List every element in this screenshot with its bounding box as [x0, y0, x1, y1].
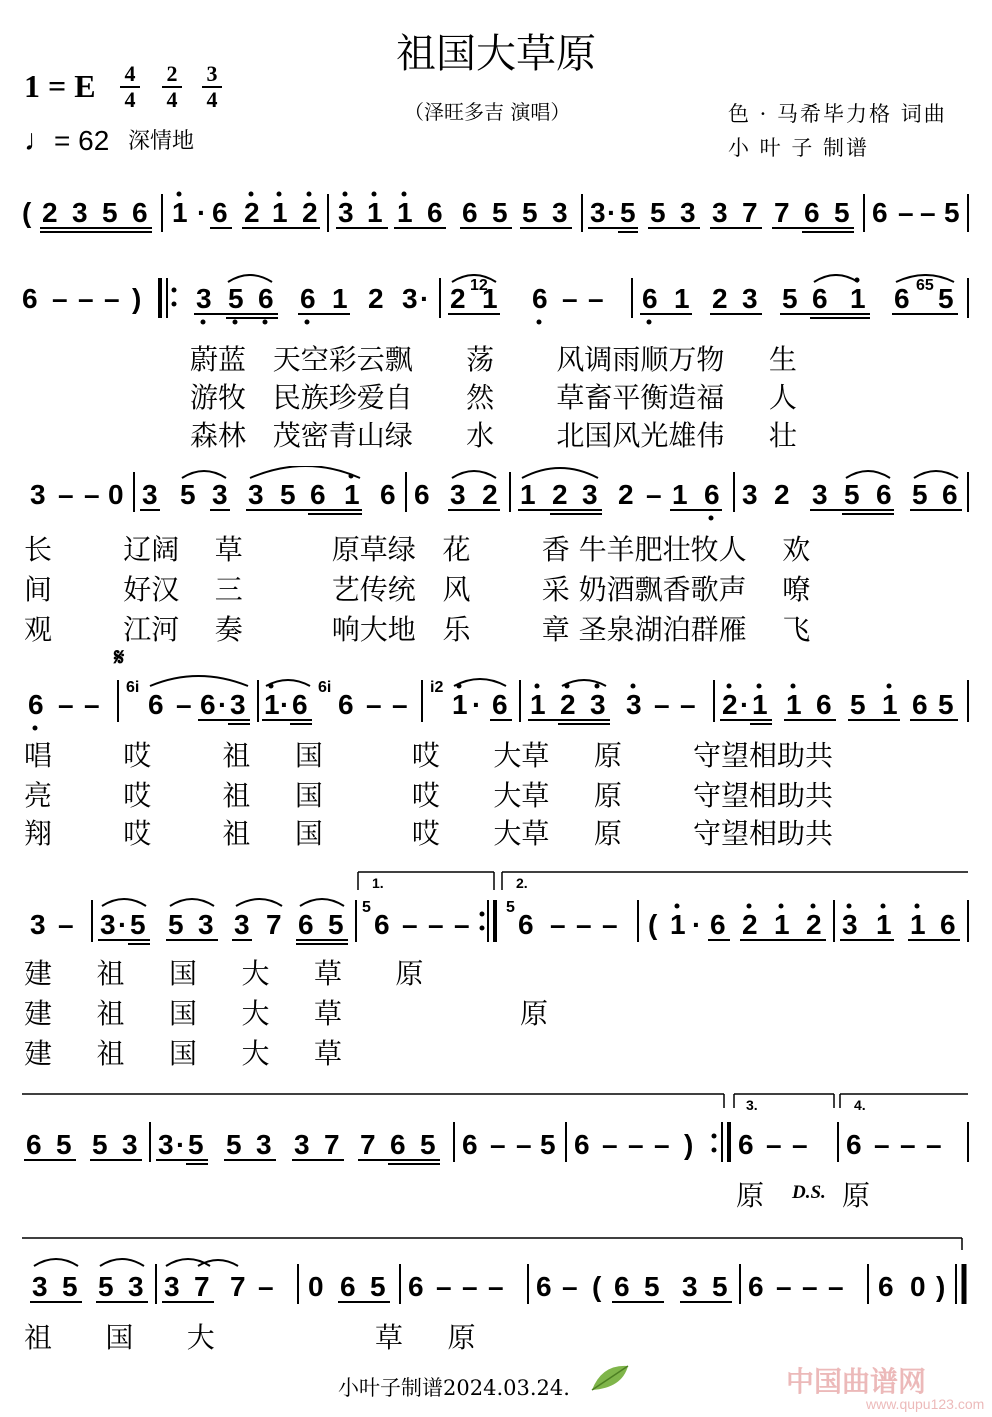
- svg-text:5: 5: [850, 689, 866, 720]
- svg-text:3: 3: [248, 479, 264, 510]
- svg-text:5: 5: [98, 1271, 114, 1302]
- svg-text:1: 1: [264, 689, 280, 720]
- svg-text:3: 3: [338, 197, 354, 228]
- svg-text:–: –: [258, 1271, 274, 1302]
- svg-text:6: 6: [940, 909, 956, 940]
- svg-text:6: 6: [942, 479, 958, 510]
- svg-text:–: –: [402, 909, 418, 940]
- svg-text:1: 1: [452, 689, 468, 720]
- svg-text:·: ·: [176, 1129, 186, 1160]
- transcriber: 小 叶 子 制谱: [728, 136, 870, 160]
- svg-text:·: ·: [218, 689, 228, 720]
- svg-text:–: –: [654, 689, 670, 720]
- lyrics-final: 祖 国 大 草 原: [24, 1321, 476, 1354]
- svg-text:1: 1: [172, 197, 188, 228]
- svg-text:–: –: [52, 283, 68, 314]
- lyrics-verse3-b: 观 江河 奏 响大地 乐 章 圣泉湖泊群雁 飞: [24, 613, 811, 646]
- svg-text:5: 5: [168, 909, 184, 940]
- svg-text:3: 3: [402, 283, 418, 314]
- svg-text:5: 5: [944, 197, 960, 228]
- svg-text:·: ·: [118, 909, 128, 940]
- svg-text:5: 5: [506, 899, 515, 916]
- svg-text:1: 1: [774, 909, 790, 940]
- svg-text:–: –: [602, 909, 618, 940]
- svg-text:5: 5: [280, 479, 296, 510]
- lyrics-ending-3: 原: [736, 1179, 765, 1212]
- svg-text:3: 3: [30, 479, 46, 510]
- svg-text:6: 6: [298, 909, 314, 940]
- svg-text:–: –: [802, 1271, 818, 1302]
- svg-text:6i: 6i: [318, 679, 332, 696]
- svg-text:–: –: [78, 283, 94, 314]
- svg-text:6: 6: [462, 1129, 478, 1160]
- leaf-icon: [588, 1360, 632, 1394]
- svg-text:6: 6: [200, 689, 216, 720]
- svg-text:–: –: [920, 197, 936, 228]
- svg-text:5: 5: [844, 479, 860, 510]
- svg-text:5: 5: [102, 197, 118, 228]
- svg-text:3: 3: [230, 689, 246, 720]
- segno-icon: 𝄋: [114, 644, 125, 671]
- svg-text:6: 6: [462, 197, 478, 228]
- svg-text:6: 6: [212, 197, 228, 228]
- svg-text:5: 5: [782, 283, 798, 314]
- svg-text:1: 1: [520, 479, 536, 510]
- svg-text:(: (: [22, 197, 32, 228]
- svg-text:5: 5: [712, 1271, 728, 1302]
- svg-text:6: 6: [912, 689, 928, 720]
- lyricist-composer: 色 · 马希毕力格 词曲: [728, 102, 947, 126]
- svg-text:5: 5: [938, 689, 954, 720]
- svg-text:3: 3: [742, 283, 758, 314]
- page-title: 祖国大草原: [396, 31, 596, 77]
- staff-line-1: [22, 190, 972, 240]
- time-sig-2-4: 2 4: [160, 62, 184, 112]
- svg-text:–: –: [392, 689, 408, 720]
- svg-text:3: 3: [158, 1129, 174, 1160]
- tempo-marking: ♩= 62: [24, 124, 110, 157]
- svg-text:): ): [936, 1271, 946, 1302]
- svg-text:–: –: [58, 909, 74, 940]
- svg-text:6: 6: [22, 283, 38, 314]
- lyrics-verse1-d: 建 祖 国 大 草 原: [24, 957, 424, 990]
- svg-text:3: 3: [742, 479, 758, 510]
- svg-text:5: 5: [180, 479, 196, 510]
- svg-text:–: –: [654, 1129, 670, 1160]
- lyrics-verse3-c: 翔 哎 祖 国 哎 大草 原 守望相助共: [24, 817, 834, 850]
- svg-text:6i: 6i: [126, 679, 140, 696]
- staff-line-4: [22, 672, 972, 732]
- svg-text:2: 2: [774, 479, 790, 510]
- svg-text:–: –: [104, 283, 120, 314]
- svg-text:5: 5: [362, 899, 371, 916]
- svg-text:0: 0: [308, 1271, 324, 1302]
- svg-text:1: 1: [672, 479, 688, 510]
- svg-text:–: –: [366, 689, 382, 720]
- svg-text:1: 1: [910, 909, 926, 940]
- svg-text:3: 3: [680, 197, 696, 228]
- svg-text:1: 1: [482, 283, 498, 314]
- svg-text:·: ·: [197, 197, 207, 228]
- svg-text:–: –: [550, 909, 566, 940]
- svg-text:5: 5: [62, 1271, 78, 1302]
- watermark-logo: 中国曲谱网: [786, 1366, 927, 1397]
- svg-text:6: 6: [408, 1271, 424, 1302]
- svg-text:3: 3: [30, 909, 46, 940]
- svg-text:6: 6: [574, 1129, 590, 1160]
- svg-text:2: 2: [722, 689, 738, 720]
- svg-text:3: 3: [590, 197, 606, 228]
- svg-text:1: 1: [367, 197, 383, 228]
- svg-text:3: 3: [122, 1129, 138, 1160]
- svg-text:12: 12: [470, 277, 488, 294]
- svg-text:6: 6: [414, 479, 430, 510]
- svg-text:3: 3: [626, 689, 642, 720]
- svg-text:6: 6: [804, 197, 820, 228]
- svg-text:3: 3: [582, 479, 598, 510]
- svg-text:5: 5: [522, 197, 538, 228]
- svg-text:3: 3: [552, 197, 568, 228]
- svg-text:7: 7: [742, 197, 758, 228]
- svg-text:7: 7: [360, 1129, 376, 1160]
- svg-text:6: 6: [710, 909, 726, 940]
- lyrics-verse3-d: 建 祖 国 大 草: [24, 1037, 343, 1070]
- svg-text:1: 1: [670, 909, 686, 940]
- svg-text:3: 3: [450, 479, 466, 510]
- svg-text:3: 3: [128, 1271, 144, 1302]
- svg-text:6: 6: [704, 479, 720, 510]
- svg-text:3: 3: [100, 909, 116, 940]
- svg-text:–: –: [462, 1271, 478, 1302]
- ending-4: 4.: [854, 1097, 866, 1113]
- svg-text:1: 1: [530, 689, 546, 720]
- svg-text:6: 6: [300, 283, 316, 314]
- lyrics-verse3-a: 森林 茂密青山绿 水 北国风光雄伟 壮: [190, 419, 797, 452]
- svg-text:7: 7: [774, 197, 790, 228]
- svg-text:5: 5: [650, 197, 666, 228]
- svg-text:6: 6: [876, 479, 892, 510]
- svg-text:1: 1: [850, 283, 866, 314]
- svg-text:–: –: [776, 1271, 792, 1302]
- svg-text:–: –: [646, 479, 662, 510]
- svg-text:(: (: [648, 909, 658, 940]
- lyrics-verse1-c: 唱 哎 祖 国 哎 大草 原 守望相助共: [24, 739, 834, 772]
- svg-text:–: –: [562, 283, 578, 314]
- svg-text:–: –: [900, 1129, 916, 1160]
- svg-text:–: –: [84, 479, 100, 510]
- svg-text:3: 3: [812, 479, 828, 510]
- svg-text:5: 5: [370, 1271, 386, 1302]
- staff-line-3: [22, 466, 972, 526]
- watermark-url: www.qupu123.com: [866, 1396, 985, 1412]
- svg-text:5: 5: [226, 1129, 242, 1160]
- svg-text:1: 1: [272, 197, 288, 228]
- svg-text:7: 7: [266, 909, 282, 940]
- svg-text:5: 5: [492, 197, 508, 228]
- svg-text:2: 2: [244, 197, 260, 228]
- lyrics-verse2-c: 亮 哎 祖 国 哎 大草 原 守望相助共: [24, 779, 834, 812]
- svg-text:·: ·: [692, 909, 702, 940]
- svg-text:6: 6: [132, 197, 148, 228]
- svg-text:3: 3: [590, 689, 606, 720]
- svg-text:·: ·: [607, 197, 617, 228]
- svg-text:6: 6: [738, 1129, 754, 1160]
- svg-text:6: 6: [812, 283, 828, 314]
- svg-text:3: 3: [142, 479, 158, 510]
- svg-text:–: –: [828, 1271, 844, 1302]
- svg-text:5: 5: [420, 1129, 436, 1160]
- svg-text:6: 6: [872, 197, 888, 228]
- svg-text:6: 6: [380, 479, 396, 510]
- svg-text:7: 7: [324, 1129, 340, 1160]
- svg-text:7: 7: [230, 1271, 246, 1302]
- svg-text:3: 3: [72, 197, 88, 228]
- svg-text:3: 3: [712, 197, 728, 228]
- svg-text:3: 3: [212, 479, 228, 510]
- svg-text:–: –: [490, 1129, 506, 1160]
- lyrics-verse1-a: 蔚蓝 天空彩云飘 荡 风调雨顺万物 生: [190, 343, 797, 376]
- svg-text:·: ·: [280, 689, 290, 720]
- svg-text:1: 1: [876, 909, 892, 940]
- svg-text:3: 3: [842, 909, 858, 940]
- quarter-note-icon: ♩: [24, 124, 54, 157]
- svg-text:–: –: [58, 689, 74, 720]
- svg-text:–: –: [926, 1129, 942, 1160]
- svg-text:6: 6: [518, 909, 534, 940]
- svg-text:5: 5: [540, 1129, 556, 1160]
- staff-line-2: [22, 274, 972, 334]
- svg-text:6: 6: [258, 283, 274, 314]
- svg-text:–: –: [680, 689, 696, 720]
- svg-text:6: 6: [846, 1129, 862, 1160]
- svg-text:–: –: [84, 689, 100, 720]
- svg-text:3: 3: [294, 1129, 310, 1160]
- svg-text:2: 2: [450, 283, 466, 314]
- svg-text:·: ·: [472, 689, 482, 720]
- svg-text:5: 5: [228, 283, 244, 314]
- staff-line-5: [22, 864, 972, 954]
- svg-text:5: 5: [834, 197, 850, 228]
- svg-text:6: 6: [532, 283, 548, 314]
- ending-3: 3.: [746, 1097, 758, 1113]
- svg-text:·: ·: [740, 689, 750, 720]
- svg-text:2: 2: [806, 909, 822, 940]
- svg-text:6: 6: [292, 689, 308, 720]
- expression-mark: 深情地: [128, 129, 195, 154]
- ending-1: 1.: [372, 875, 384, 891]
- svg-text:1: 1: [674, 283, 690, 314]
- svg-text:3: 3: [234, 909, 250, 940]
- svg-text:5: 5: [620, 197, 636, 228]
- svg-text:6: 6: [28, 689, 44, 720]
- svg-text:6: 6: [340, 1271, 356, 1302]
- svg-text:–: –: [766, 1129, 782, 1160]
- svg-text:6: 6: [374, 909, 390, 940]
- svg-text:): ): [132, 283, 142, 314]
- svg-text:6: 6: [492, 689, 508, 720]
- performer: （泽旺多吉 演唱）: [404, 100, 571, 124]
- svg-text:6: 6: [390, 1129, 406, 1160]
- svg-text:5: 5: [644, 1271, 660, 1302]
- svg-text:–: –: [874, 1129, 890, 1160]
- staff-line-7: [22, 1230, 972, 1310]
- svg-text:1: 1: [332, 283, 348, 314]
- svg-text:1: 1: [752, 689, 768, 720]
- key-signature: 1 = E: [24, 68, 96, 104]
- svg-text:–: –: [576, 909, 592, 940]
- svg-text:6: 6: [536, 1271, 552, 1302]
- svg-text:5: 5: [56, 1129, 72, 1160]
- svg-text:2: 2: [42, 197, 58, 228]
- svg-text:2: 2: [368, 283, 384, 314]
- lyrics-verse1-b: 长 辽阔 草 原草绿 花 香 牛羊肥壮牧人 欢: [24, 533, 811, 566]
- svg-text:3: 3: [256, 1129, 272, 1160]
- svg-text:(: (: [592, 1271, 602, 1302]
- svg-text:3: 3: [198, 909, 214, 940]
- svg-text:·: ·: [420, 283, 430, 314]
- svg-text:5: 5: [912, 479, 928, 510]
- ending-2: 2.: [516, 875, 528, 891]
- svg-text:3: 3: [682, 1271, 698, 1302]
- svg-text:–: –: [628, 1129, 644, 1160]
- svg-text:i2: i2: [430, 679, 444, 696]
- svg-text:–: –: [588, 283, 604, 314]
- lyrics-verse2-b: 间 好汉 三 艺传统 风 采 奶酒飘香歌声 嘹: [24, 573, 811, 606]
- svg-text:5: 5: [130, 909, 146, 940]
- svg-text:6: 6: [878, 1271, 894, 1302]
- svg-text:2: 2: [560, 689, 576, 720]
- svg-text:6: 6: [338, 689, 354, 720]
- svg-text:6: 6: [148, 689, 164, 720]
- svg-text:6: 6: [614, 1271, 630, 1302]
- svg-text:5: 5: [188, 1129, 204, 1160]
- svg-text:): ): [684, 1129, 694, 1160]
- svg-text:5: 5: [938, 283, 954, 314]
- dal-segno-mark: D.S.: [792, 1182, 826, 1203]
- svg-text:6: 6: [748, 1271, 764, 1302]
- svg-text:6: 6: [894, 283, 910, 314]
- svg-text:–: –: [58, 479, 74, 510]
- lyrics-verse2-a: 游牧 民族珍爱自 然 草畜平衡造福 人: [190, 381, 797, 414]
- svg-text:3: 3: [32, 1271, 48, 1302]
- svg-text:6: 6: [816, 689, 832, 720]
- footer-credit: 小叶子制谱2024.03.24.: [338, 1376, 570, 1400]
- staff-line-6: [22, 1090, 972, 1170]
- svg-text:6: 6: [642, 283, 658, 314]
- svg-text:–: –: [176, 689, 192, 720]
- svg-text:3: 3: [164, 1271, 180, 1302]
- svg-text:–: –: [436, 1271, 452, 1302]
- svg-text:2: 2: [482, 479, 498, 510]
- svg-text:5: 5: [92, 1129, 108, 1160]
- svg-text:1: 1: [397, 197, 413, 228]
- svg-text:–: –: [454, 909, 470, 940]
- svg-text:7: 7: [194, 1271, 210, 1302]
- svg-text:–: –: [562, 1271, 578, 1302]
- svg-text:1: 1: [882, 689, 898, 720]
- svg-text:2: 2: [742, 909, 758, 940]
- svg-text:3: 3: [196, 283, 212, 314]
- svg-text:5: 5: [328, 909, 344, 940]
- svg-text:6: 6: [26, 1129, 42, 1160]
- time-sig-4-4: 4 4: [118, 62, 142, 112]
- svg-text:65: 65: [916, 277, 934, 294]
- svg-text:6: 6: [310, 479, 326, 510]
- svg-text:1: 1: [786, 689, 802, 720]
- svg-text:–: –: [602, 1129, 618, 1160]
- svg-text:0: 0: [108, 479, 124, 510]
- svg-text:2: 2: [712, 283, 728, 314]
- svg-text:–: –: [898, 197, 914, 228]
- svg-text:2: 2: [302, 197, 318, 228]
- svg-text:6: 6: [427, 197, 443, 228]
- svg-text:0: 0: [910, 1271, 926, 1302]
- lyrics-verse2-d: 建 祖 国 大 草 原: [24, 997, 549, 1030]
- time-sig-3-4: 3 4: [200, 62, 224, 112]
- svg-text:–: –: [516, 1129, 532, 1160]
- svg-text:–: –: [792, 1129, 808, 1160]
- svg-text:–: –: [488, 1271, 504, 1302]
- lyrics-ending-4: 原: [842, 1179, 871, 1212]
- svg-text:1: 1: [344, 479, 360, 510]
- svg-text:–: –: [428, 909, 444, 940]
- svg-text:2: 2: [552, 479, 568, 510]
- svg-text:2: 2: [618, 479, 634, 510]
